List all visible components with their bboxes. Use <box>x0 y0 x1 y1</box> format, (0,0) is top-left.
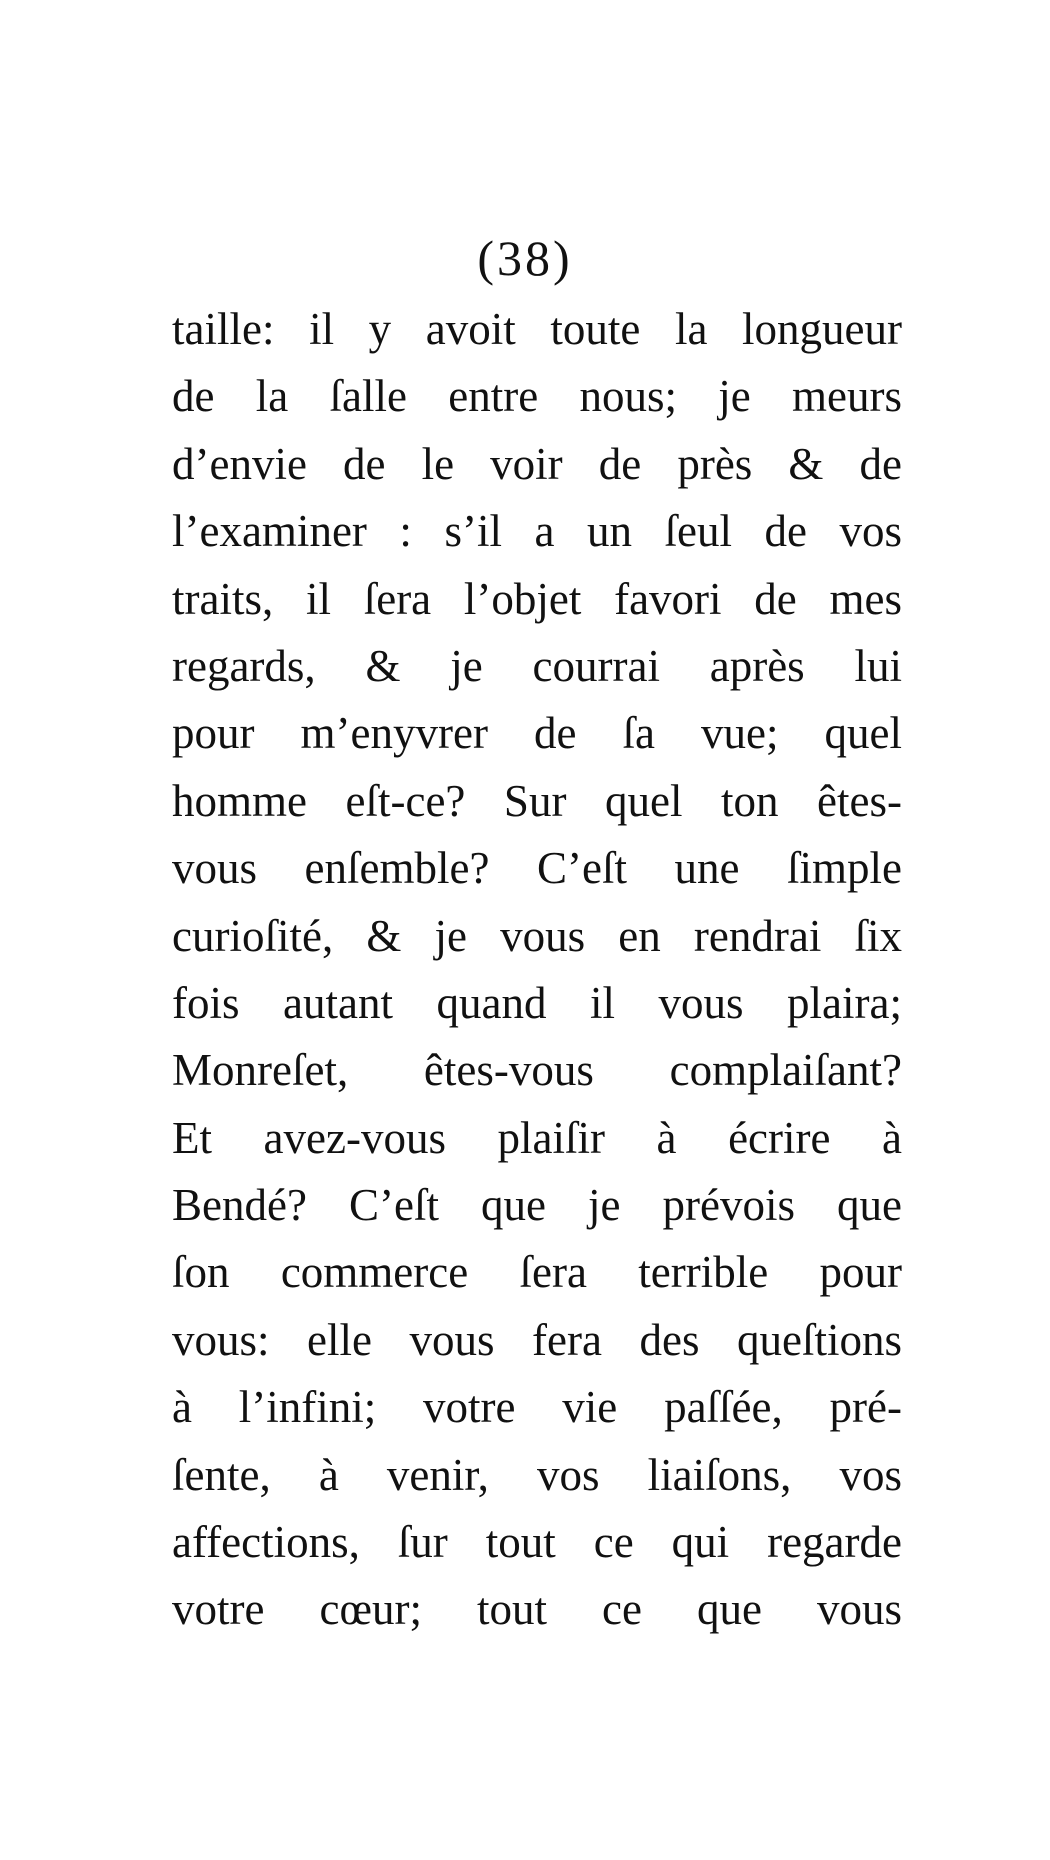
text-line: de la ſalle entre nous; je meurs <box>172 371 902 422</box>
text-line: fois autant quand il vous plaira; <box>172 977 902 1028</box>
text-line: affections, ſur tout ce qui regarde <box>172 1517 902 1568</box>
text-line: l’examiner : s’il a un ſeul de vos <box>172 506 902 557</box>
text-line: Bendé? C’eſt que je prévois que <box>172 1180 902 1231</box>
text-line: traits, il ſera l’objet favori de mes <box>172 573 902 624</box>
text-line: à l’infini; votre vie paſſée, pré- <box>172 1382 902 1433</box>
text-line: d’envie de le voir de près & de <box>172 438 902 489</box>
text-line: ſon commerce ſera terrible pour <box>172 1247 902 1298</box>
body-text <box>172 296 902 1644</box>
text-line: votre cœur; tout ce que vous <box>172 1584 902 1635</box>
text-line: homme eſt-ce? Sur quel ton êtes- <box>172 775 902 826</box>
text-line: regards, & je courrai après lui <box>172 640 902 691</box>
text-line: curioſité, & je vous en rendrai ſix <box>172 910 902 961</box>
text-line: vous: elle vous fera des queſtions <box>172 1314 902 1365</box>
text-line: pour m’enyvrer de ſa vue; quel <box>172 708 902 759</box>
text-line: vous enſemble? C’eſt une ſimple <box>172 843 902 894</box>
text-line: ſente, à venir, vos liaiſons, vos <box>172 1449 902 1500</box>
text-line: Et avez-vous plaiſir à écrire à <box>172 1112 902 1163</box>
text-line: taille: il y avoit toute la longueur <box>172 304 902 354</box>
text-line: Monreſet, êtes-vous complaiſant? <box>172 1045 902 1096</box>
page-number: (38) <box>477 230 573 286</box>
